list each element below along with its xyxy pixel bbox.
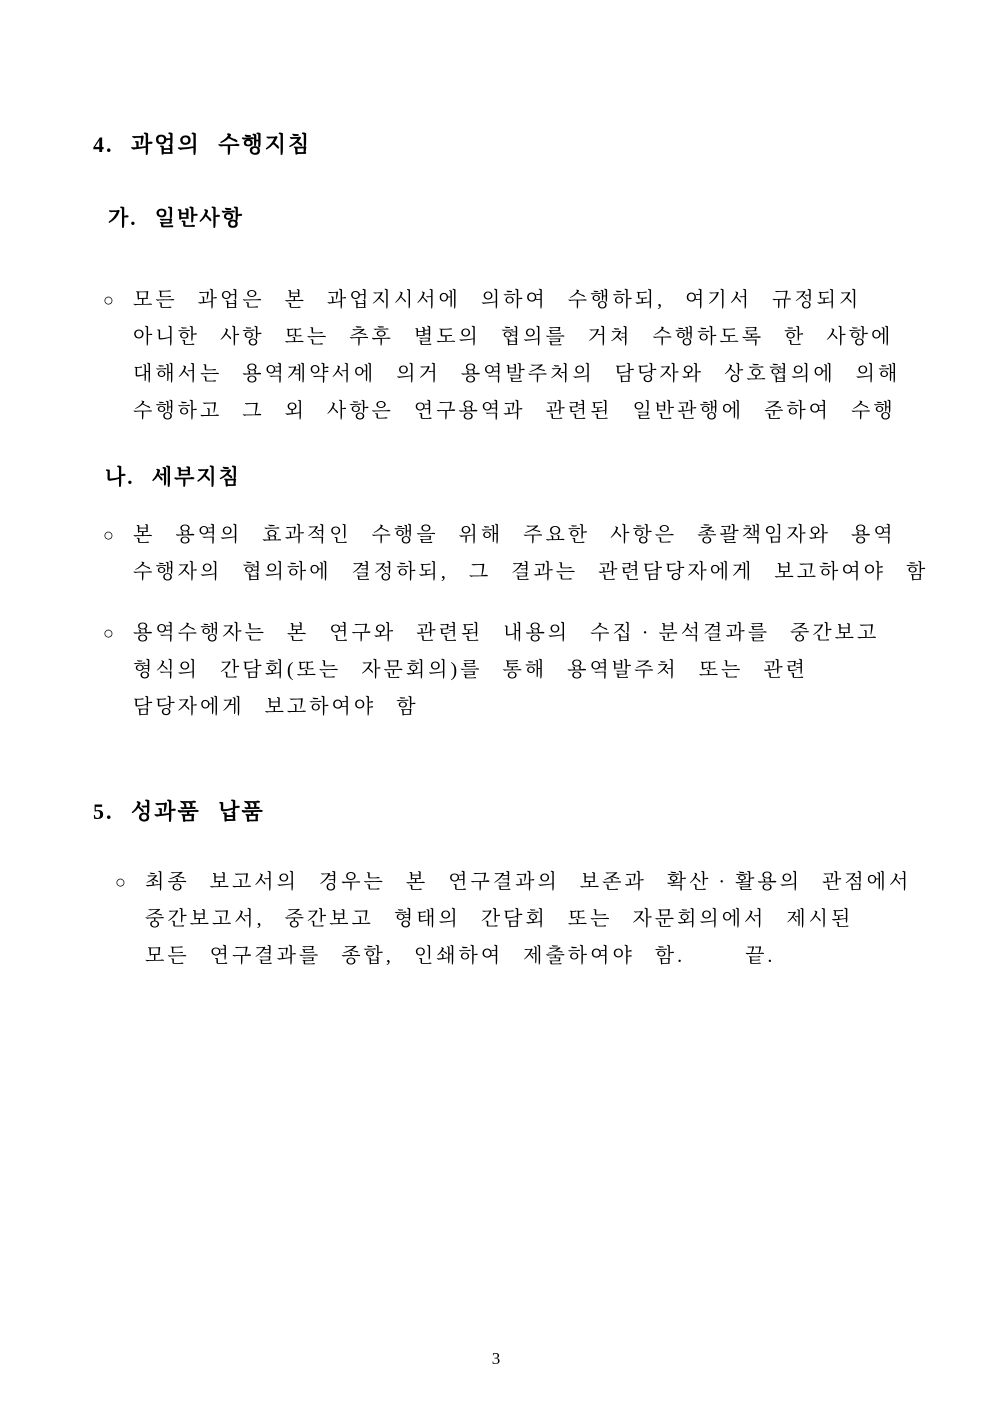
page-number: 3: [491, 1349, 501, 1368]
circle-bullet-icon: ○: [103, 623, 114, 643]
text-line: 모든 연구결과를 종합, 인쇄하여 제출하여야 함. 끝.: [145, 945, 776, 967]
bullet-text: [133, 615, 934, 726]
text-line: 최종 보고서의 경우는 본 연구결과의 보존과 확산 · 활용의 관점에서: [145, 871, 912, 893]
bullet-item: [103, 517, 934, 591]
text-line: 수행자의 협의하에 결정하되, 그 결과는 관련담당자에게 보고하여야 함: [133, 561, 929, 583]
text-line: 형식의 간담회(또는 자문회의)를 통해 용역발주처 또는 관련: [133, 659, 808, 681]
text-line: 모든 과업은 본 과업지시서에 의하여 수행하되, 여기서 규정되지: [133, 289, 862, 311]
section-5-heading: 5. 성과품 납품: [93, 799, 265, 824]
bullet-text: [145, 864, 934, 975]
section-4-heading: 4. 과업의 수행지침: [93, 132, 312, 157]
circle-bullet-icon: ○: [103, 525, 114, 545]
circle-bullet-icon: ○: [115, 872, 126, 892]
text-line: 담당자에게 보고하여야 함: [133, 696, 419, 718]
text-line: 수행하고 그 외 사항은 연구용역과 관련된 일반관행에 준하여 수행: [133, 400, 896, 422]
text-line: 대해서는 용역계약서에 의거 용역발주처의 담당자와 상호협의에 의해: [133, 363, 901, 385]
bullet-item: [115, 864, 934, 975]
text-line: 본 용역의 효과적인 수행을 위해 주요한 사항은 총괄책임자와 용역: [133, 524, 896, 546]
bullet-item: [103, 615, 934, 726]
circle-bullet-icon: ○: [103, 290, 114, 310]
subsection-ga-heading: 가. 일반사항: [108, 206, 244, 230]
text-line: 아니한 사항 또는 추후 별도의 협의를 거쳐 수행하도록 한 사항에: [133, 326, 894, 348]
bullet-text: [133, 517, 934, 591]
text-line: 용역수행자는 본 연구와 관련된 내용의 수집 · 분석결과를 중간보고: [133, 622, 880, 644]
bullet-text: [133, 282, 934, 430]
text-line: 중간보고서, 중간보고 형태의 간담회 또는 자문회의에서 제시된: [145, 908, 854, 930]
subsection-na-heading: 나. 세부지침: [105, 465, 241, 489]
bullet-item: [103, 282, 934, 430]
